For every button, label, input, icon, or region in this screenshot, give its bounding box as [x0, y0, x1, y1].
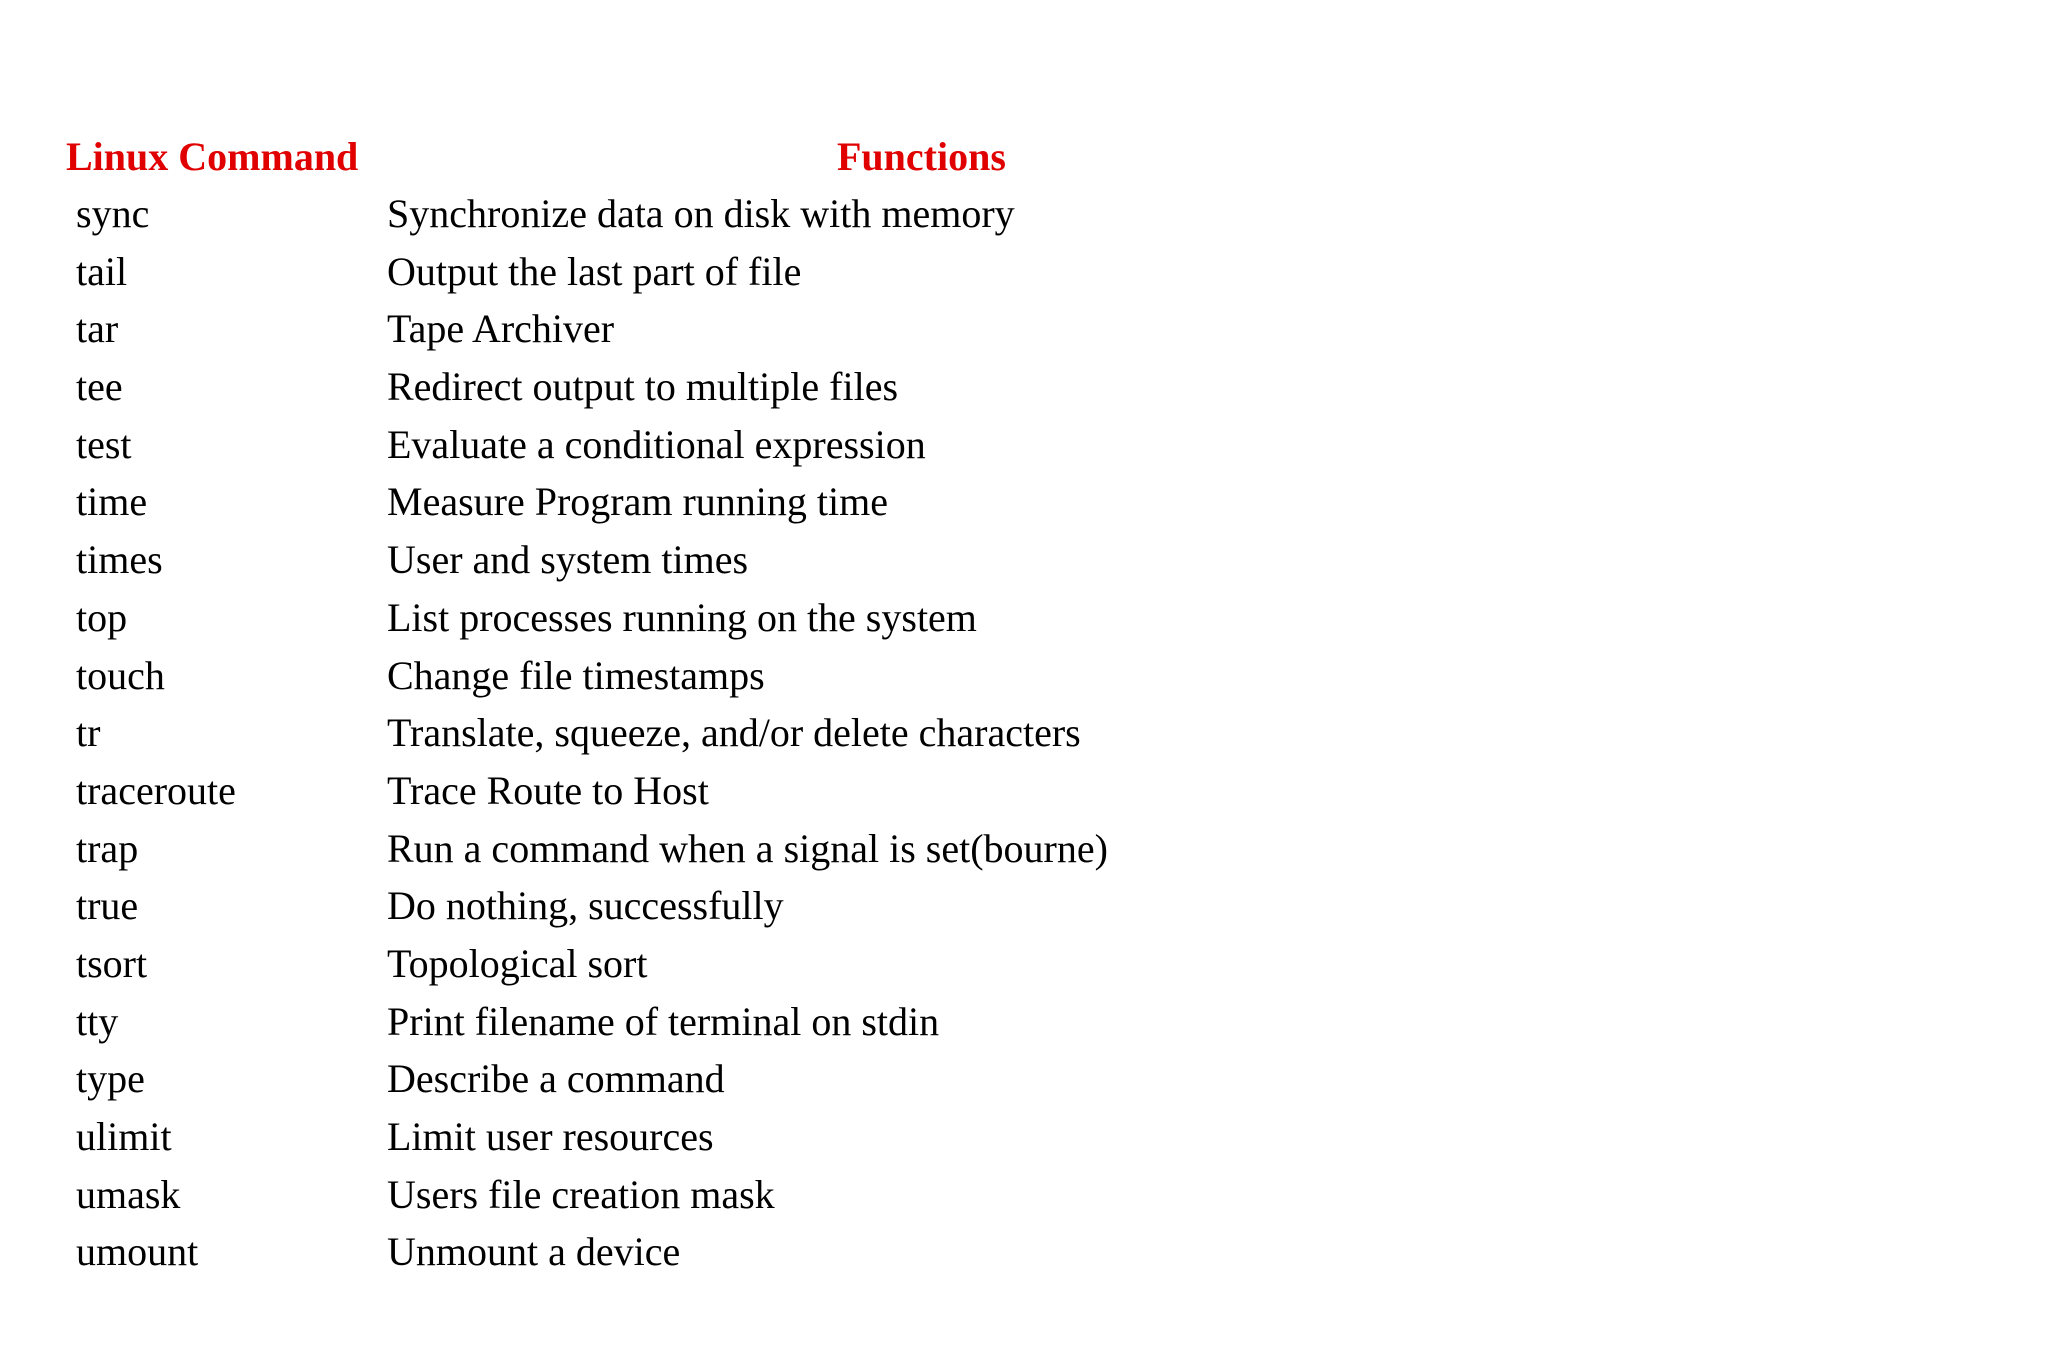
table-row [0, 1223, 2048, 1281]
command-cell: umount [76, 1229, 199, 1275]
command-cell: umask [76, 1171, 181, 1217]
function-cell: Trace Route to Host [387, 767, 709, 813]
table-row [0, 820, 2048, 878]
function-cell: Evaluate a conditional expression [387, 421, 926, 467]
command-cell: true [76, 883, 139, 929]
function-cell: Translate, squeeze, and/or delete characters [387, 710, 1081, 756]
command-cell: tee [76, 364, 123, 410]
command-cell: top [76, 594, 128, 640]
command-cell: touch [76, 652, 165, 698]
table-row [0, 762, 2048, 820]
function-cell: Limit user resources [387, 1114, 714, 1159]
function-cell: Describe a command [387, 1056, 725, 1102]
table-row [0, 300, 2048, 358]
table-row [0, 877, 2048, 935]
table-row [0, 243, 2048, 301]
function-cell: Measure Program running time [387, 479, 888, 525]
table-row [0, 416, 2048, 474]
table-row [0, 1050, 2048, 1108]
function-cell: Synchronize data on disk with memory [387, 191, 1015, 236]
table-row [0, 185, 2048, 243]
header-functions: Functions [837, 134, 1006, 179]
table-row [0, 1166, 2048, 1224]
table-row [0, 531, 2048, 589]
table-row [0, 589, 2048, 647]
command-cell: ulimit [76, 1114, 172, 1159]
table-body [0, 185, 2048, 1281]
command-cell: traceroute [76, 767, 236, 813]
table-row [0, 358, 2048, 416]
function-cell: Redirect output to multiple files [387, 364, 899, 410]
function-cell: Do nothing, successfully [387, 883, 784, 929]
table-row [0, 647, 2048, 705]
table-row [0, 1108, 2048, 1166]
header-linux-command: Linux Command [66, 134, 359, 179]
function-cell: List processes running on the system [387, 594, 977, 640]
function-cell: User and system times [387, 537, 749, 583]
function-cell: Output the last part of file [387, 248, 802, 294]
function-cell: Print filename of terminal on stdin [387, 998, 940, 1044]
table-row [0, 993, 2048, 1051]
function-cell: Users file creation mask [387, 1171, 775, 1217]
command-cell: type [76, 1056, 145, 1102]
command-cell: tail [76, 248, 128, 294]
table-row [0, 704, 2048, 762]
table-row [0, 473, 2048, 531]
command-cell: tsort [76, 940, 148, 986]
table-row [0, 935, 2048, 993]
function-cell: Change file timestamps [387, 652, 765, 698]
command-cell: times [76, 537, 163, 583]
function-cell: Tape Archiver [387, 306, 615, 352]
command-cell: test [76, 421, 132, 467]
function-cell: Run a command when a signal is set(bourne) [387, 825, 1108, 871]
command-cell: sync [76, 191, 150, 236]
function-cell: Topological sort [387, 940, 648, 986]
command-cell: tty [76, 998, 119, 1044]
command-cell: time [76, 479, 148, 525]
command-cell: tr [76, 710, 101, 756]
command-cell: tar [76, 306, 119, 352]
function-cell: Unmount a device [387, 1229, 681, 1275]
command-cell: trap [76, 825, 139, 871]
